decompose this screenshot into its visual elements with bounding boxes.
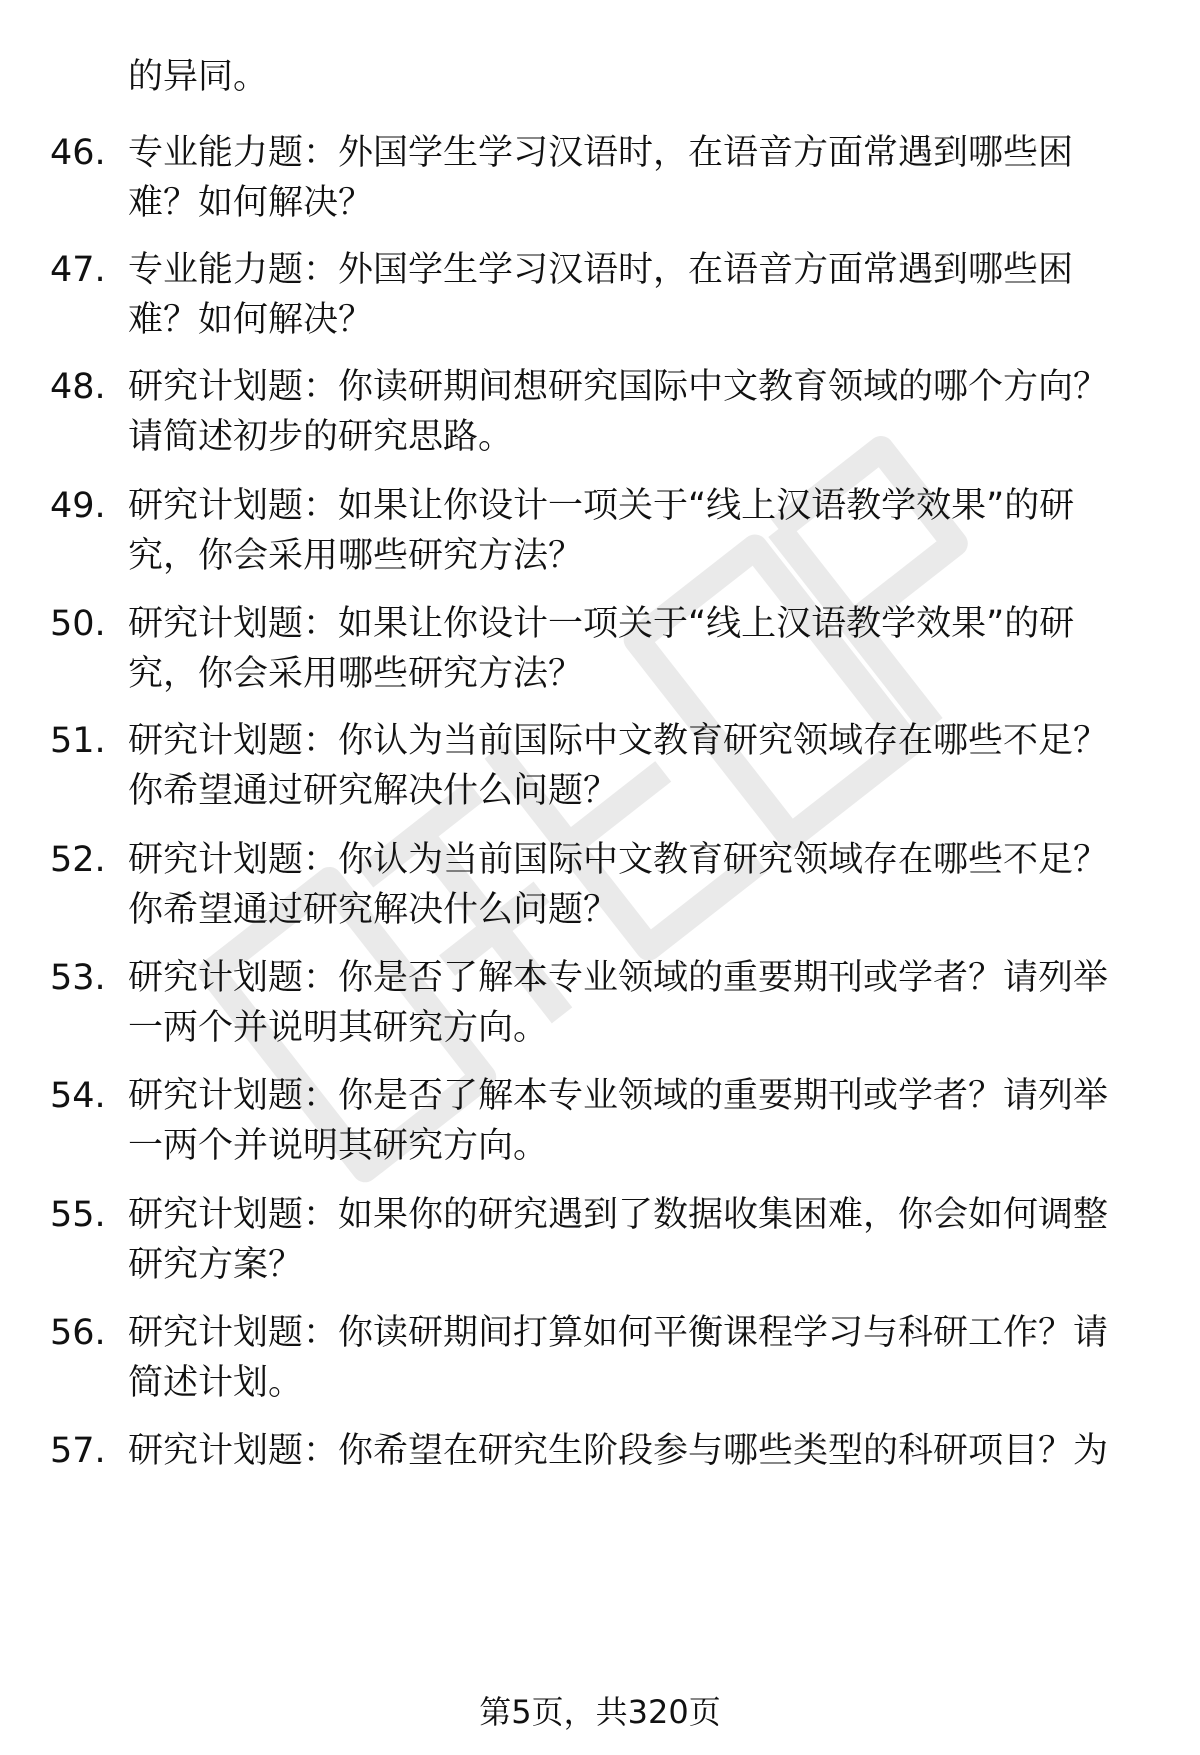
question-text-line2: 究，你会采用哪些研究方法？ — [128, 654, 584, 694]
question-text-line1: 专业能力题：外国学生学习汉语时，在语音方面常遇到哪些困 — [128, 133, 1074, 173]
question-text-line1: 研究计划题：你是否了解本专业领域的重要期刊或学者？请列举 — [128, 958, 1109, 998]
question-text-line2: 一两个并说明其研究方向。 — [128, 1126, 549, 1166]
question-text-line1: 研究计划题：你读研期间想研究国际中文教育领域的哪个方向？ — [128, 367, 1109, 407]
question-text-line2: 请简述初步的研究思路。 — [128, 417, 514, 457]
question-text-line1: 研究计划题：你认为当前国际中文教育研究领域存在哪些不足？ — [128, 840, 1109, 880]
question-text-line2: 你希望通过研究解决什么问题？ — [128, 771, 619, 811]
question-number: 46. — [50, 133, 106, 173]
question-number: 57. — [50, 1431, 106, 1471]
question-text-line2: 难？如何解决？ — [128, 300, 374, 340]
question-number: 56. — [50, 1313, 106, 1353]
question-number: 50. — [50, 604, 106, 644]
question-number: 53. — [50, 958, 106, 998]
question-text-line2: 你希望通过研究解决什么问题？ — [128, 890, 619, 930]
question-text-line1: 研究计划题：你是否了解本专业领域的重要期刊或学者？请列举 — [128, 1076, 1109, 1116]
question-text-line1: 研究计划题：如果让你设计一项关于“线上汉语教学效果”的研 — [128, 604, 1075, 644]
question-number: 52. — [50, 840, 106, 880]
question-number: 47. — [50, 250, 106, 290]
question-text-line1: 研究计划题：如果让你设计一项关于“线上汉语教学效果”的研 — [128, 486, 1075, 526]
question-number: 48. — [50, 367, 106, 407]
question-text-line2: 简述计划。 — [128, 1363, 304, 1403]
question-text-line1: 研究计划题：你认为当前国际中文教育研究领域存在哪些不足？ — [128, 721, 1109, 761]
question-number: 54. — [50, 1076, 106, 1116]
question-number: 55. — [50, 1195, 106, 1235]
question-text-line2: 研究方案？ — [128, 1245, 304, 1285]
question-text-line1: 研究计划题：如果你的研究遇到了数据收集困难，你会如何调整 — [128, 1195, 1109, 1235]
page-footer: 第5页，共320页 — [479, 1693, 721, 1731]
question-number: 51. — [50, 721, 106, 761]
question-text-line2: 难？如何解决？ — [128, 183, 374, 223]
question-text-line1: 研究计划题：你读研期间打算如何平衡课程学习与科研工作？请 — [128, 1313, 1109, 1353]
question-text-line1: 研究计划题：你希望在研究生阶段参与哪些类型的科研项目？为 — [128, 1431, 1109, 1471]
question-text-line1: 专业能力题：外国学生学习汉语时，在语音方面常遇到哪些困 — [128, 250, 1074, 290]
question-number: 49. — [50, 486, 106, 526]
question-text-line2: 一两个并说明其研究方向。 — [128, 1008, 549, 1048]
question-text-line2: 究，你会采用哪些研究方法？ — [128, 536, 584, 576]
continuation-line: 的异同。 — [128, 57, 269, 97]
